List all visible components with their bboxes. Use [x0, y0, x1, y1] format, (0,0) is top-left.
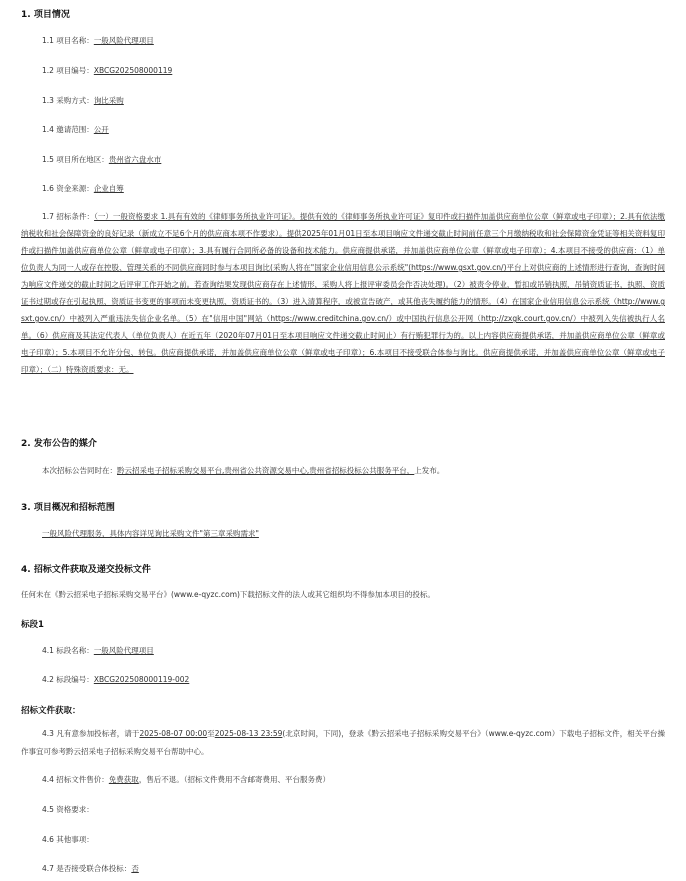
- doc-price-value: 免费获取: [108, 775, 139, 784]
- fund-source-value: 企业自筹: [93, 184, 124, 193]
- invitation-scope-value: 公开: [93, 125, 109, 134]
- project-region-value: 贵州省六盘水市: [108, 155, 162, 164]
- project-name-row: [42, 36, 154, 46]
- consortium-label: 4.7 是否接受联合体投标：: [42, 864, 132, 873]
- project-region-label: 1.5 项目所在地区：: [42, 155, 109, 164]
- qualification-row: [42, 805, 94, 815]
- lot-code-value: XBCG202508000119-002: [93, 675, 190, 684]
- qualification-label: 4.5 资格要求：: [42, 805, 94, 814]
- tender-conditions-label: 1.7 招标条件：: [42, 212, 95, 221]
- consortium-row: [42, 864, 139, 874]
- project-code-value: XBCG202508000119: [93, 66, 173, 75]
- doc-price-row: [42, 775, 330, 785]
- obtain-docs-rest: (北京时间，下同)，登录《黔云招采电子招标采购交易平台》（www.e-qyzc.com）下载电子招标文件，相关平台操作事宜可参考黔云招采电子招标采购交易平台帮助中心。: [21, 729, 665, 756]
- section-title-overview: 3. 项目概况和招标范围: [21, 503, 115, 513]
- obtain-docs-paragraph: [21, 725, 665, 761]
- lot-name-row: [42, 646, 154, 656]
- obtain-to: 至: [207, 729, 215, 738]
- media-suffix: 上发布。: [414, 466, 445, 475]
- other-matters-row: [42, 835, 94, 845]
- project-name-value: 一般风险代理项目: [93, 36, 154, 45]
- doc-price-label: 4.4 招标文件售价：: [42, 775, 109, 784]
- procurement-method-row: [42, 96, 124, 106]
- tender-conditions-text: （一）一般资格要求 1.具有有效的《律师事务所执业许可证》。提供有效的《律师事务所执业许可证》复印件或扫描件加盖供应商单位公章（鲜章或电子印章）；2.具有依法缴纳税收和社会保障资金的良好记录（新成立不足6个月的供应商本项不作要求）。提供2025年01月01日至本项目响应文件递交截止时间前任意三个月缴纳税收和社会保障资金凭证等相关资料复印件或扫描件加盖供应商单位公章（鲜章或电子印章）；3.具有履行合同所必备的设备和技术能力。供应商提供承诺，并加盖供应商单位公章（鲜章或电子印章）；4.本项目不接受的供应商：（1）单位负责人为同一人或存在控股、管理关系的不同供应商同时参与本项目询比(采购人将在"国家企业信用信息公示系统"(https://www.gsxt.gov.cn/)平台上对供应商的上述情形进行查询，查询时间为响应文件递交的截止时间之后评审工作开始之前。若查询结果发现供应商存在上述情形，采购人将上报评审委员会作否决处理)。（2）被责令停业，暂扣或吊销执照，吊销资质证书，执照、资质证书过期或存在引起执照、资质证书变更的事项而未变更执照、资质证书的。（3）进入清算程序，或被宣告破产，或其他丧失履约能力的情形。（4）在国家企业信用信息公示系统（http://www.gsxt.gov.cn/）中被列入严重违法失信企业名单。（5）在"信用中国"网站（https://www.creditchina.gov.cn/）或中国执行信息公开网（http://zxgk.court.gov.cn/）中被列入失信被执行人名单。（6）供应商及其法定代表人（单位负责人）在近五年（2020年07月01日至本项目响应文件递交截止时间止）有行贿犯罪行为的。以上内容供应商提供承诺，并加盖供应商单位公章（鲜章或电子印章）；5.本项目不允许分包、转包。供应商提供承诺，并加盖供应商单位公章（鲜章或电子印章）；6.本项目不接受联合体参与询比。供应商提供承诺，并加盖供应商单位公章（鲜章或电子印章）；（二）特殊资质要求：无。: [21, 212, 666, 374]
- download-warning: 任何未在《黔云招采电子招标采购交易平台》(www.e-qyzc.com)下载招标文件的法人或其它组织均不得参加本项目的投标。: [21, 590, 435, 599]
- obtain-start-time: 2025-08-07 00:00: [139, 729, 208, 738]
- project-region-row: [42, 155, 161, 165]
- lot-code-label: 4.2 标段编号：: [42, 675, 94, 684]
- media-platforms: 黔云招采电子招标采购交易平台,贵州省公共资源交易中心,贵州省招标投标公共服务平台，: [117, 466, 415, 475]
- other-matters-label: 4.6 其他事项：: [42, 835, 94, 844]
- tender-conditions-paragraph: [21, 208, 665, 378]
- project-code-label: 1.2 项目编号：: [42, 66, 94, 75]
- section-title-documents: 4. 招标文件获取及递交投标文件: [21, 565, 151, 575]
- obtain-docs-intro: 4.3 凡有意参加投标者，请于: [42, 729, 140, 738]
- section-title-project-info: 1. 项目情况: [21, 10, 70, 20]
- procurement-method-value: 询比采购: [93, 96, 124, 105]
- lot-code-row: [42, 675, 189, 685]
- overview-text: 一般风险代理服务，具体内容详见询比采购文件"第三章采购需求": [42, 529, 259, 538]
- invitation-scope-label: 1.4 邀请范围：: [42, 125, 94, 134]
- invitation-scope-row: [42, 125, 109, 135]
- fund-source-row: [42, 184, 124, 194]
- project-name-label: 1.1 项目名称：: [42, 36, 94, 45]
- lot-name-value: 一般风险代理项目: [93, 646, 154, 655]
- media-row: [42, 466, 444, 476]
- media-prefix: 本次招标公告同时在：: [42, 466, 117, 475]
- obtain-docs-title: 招标文件获取：: [21, 706, 81, 716]
- project-code-row: [42, 66, 172, 76]
- overview-row: [42, 529, 259, 539]
- doc-price-note: ，售后不退。（招标文件费用不含邮寄费用、平台服务费）: [138, 775, 331, 784]
- lot-title: 标段1: [21, 620, 44, 630]
- lot-name-label: 4.1 标段名称：: [42, 646, 94, 655]
- procurement-method-label: 1.3 采购方式：: [42, 96, 94, 105]
- section-title-media: 2. 发布公告的媒介: [21, 439, 97, 449]
- consortium-value: 否: [131, 864, 139, 873]
- fund-source-label: 1.6 资金来源：: [42, 184, 94, 193]
- obtain-end-time: 2025-08-13 23:59: [214, 729, 283, 738]
